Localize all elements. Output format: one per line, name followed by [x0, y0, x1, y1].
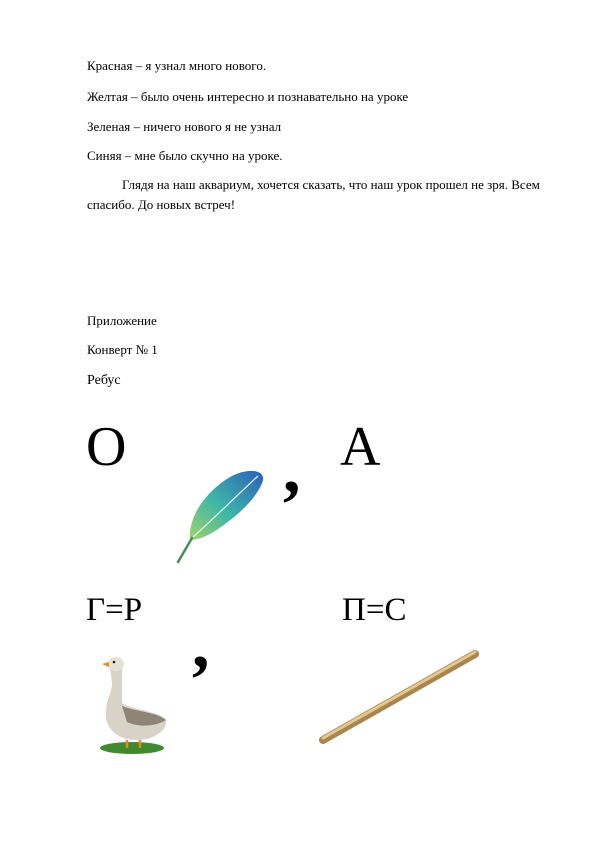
- rebus-comma-1: ,: [283, 431, 301, 508]
- envelope-label: Конверт № 1: [87, 342, 158, 357]
- stick-icon: [315, 648, 485, 748]
- appendix-title: Приложение: [87, 313, 157, 328]
- rebus-swap-g-r: Г=Р: [86, 592, 143, 628]
- survey-line-yellow: Желтая – было очень интересно и познавательно на уроке: [87, 89, 409, 104]
- survey-line-red: Красная – я узнал много нового.: [87, 58, 267, 73]
- rebus-letter-o: О: [86, 416, 127, 478]
- rebus-comma-2: ,: [192, 606, 210, 683]
- survey-line-blue: Синяя – мне было скучно на уроке.: [87, 148, 283, 163]
- goose-icon: [92, 648, 172, 758]
- closing-paragraph: Глядя на наш аквариум, хочется сказать, что наш урок прошел не зря. Всем спасибо. До новых встреч!: [87, 177, 540, 212]
- feather-icon: [170, 462, 270, 572]
- survey-line-green: Зеленая – ничего нового я не узнал: [87, 119, 282, 134]
- rebus-swap-p-s: П=С: [342, 592, 407, 628]
- rebus-letter-a: А: [340, 416, 381, 478]
- rebus-label: Ребус: [87, 373, 121, 388]
